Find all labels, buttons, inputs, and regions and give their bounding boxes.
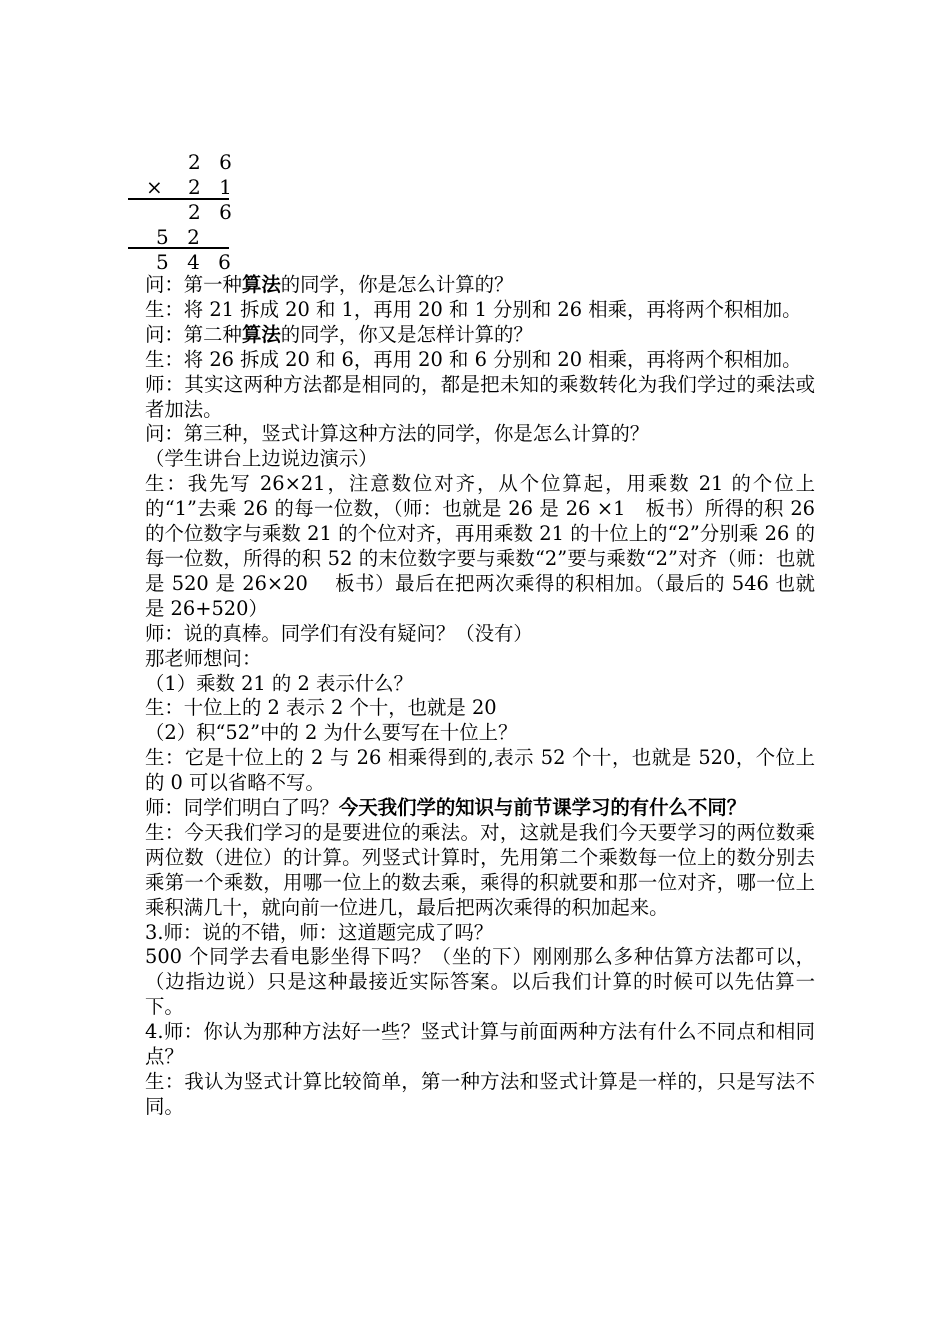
bold-span: 算法 bbox=[241, 273, 281, 296]
paragraph: 4.师：你认为那种方法好一些？竖式计算与前面两种方法有什么不同点和相同点？ bbox=[145, 1020, 815, 1069]
paragraph: 生：十位上的 2 表示 2 个十，也就是 20 bbox=[145, 696, 497, 720]
final-product: 5 4 6 bbox=[156, 250, 237, 274]
times-sign: × bbox=[146, 175, 169, 199]
paragraph: 生：将 21 拆成 20 和 1，再用 20 和 1 分别和 26 相乘，再将两个积相加。 bbox=[145, 297, 802, 321]
multiplier: 2 1 bbox=[188, 175, 238, 199]
paragraph: 生：今天我们学习的是要进位的乘法。对，这就是我们今天要学习的两位数乘两位数（进位）的计算。列竖式计算时，先用第二个乘数每一位上的数分别去乘第一个乘数，用哪一位上的数去乘，乘得的积就要和那一位对齐，哪一位上乘积满几十，就向前一位进几，最后把两次乘得的积加起来。 bbox=[145, 820, 815, 919]
text-span: 问：第一种 bbox=[145, 273, 242, 296]
paragraph bbox=[145, 273, 815, 298]
paragraph: 生：将 26 拆成 20 和 6，再用 20 和 6 分别和 20 相乘，再将两个积相加。 bbox=[145, 347, 802, 371]
text-span: 的同学，你又是怎样计算的？ bbox=[280, 322, 533, 346]
lesson-text bbox=[145, 273, 815, 1120]
paragraph: 生：我先写 26×21，注意数位对齐，从个位算起，用乘数 21 的个位上的“1”去乘 26 的每一位数，（师：也就是 26 是 26 ×1 板书）所得的积 26 的个位数字与乘数 21 的个位对齐，再用乘数 21 的十位上的“2”分别乘 26 的每一位数，所得的积 52 的末位数字要与乘数“2”要与乘数“2”对齐（师：也就是 520 是 26×20 板书）最后在把两次乘得的积相加。（最后的 546 也就是 26+520） bbox=[145, 472, 815, 620]
paragraph: 问：第三种，竖式计算这种方法的同学，你是怎么计算的？ bbox=[145, 422, 650, 446]
paragraph: （学生讲台上边说边演示） bbox=[145, 447, 378, 471]
rule-line bbox=[128, 247, 229, 249]
paragraph: 那老师想问： bbox=[145, 646, 262, 670]
partial-product-1: 2 6 bbox=[188, 200, 238, 224]
paragraph: 3.师：说的不错，师：这道题完成了吗？ bbox=[145, 920, 494, 944]
paragraph: （2）积“52”中的 2 为什么要写在十位上？ bbox=[145, 721, 518, 745]
paragraph: 师：其实这两种方法都是相同的，都是把未知的乘数转化为我们学过的乘法或者加法。 bbox=[145, 372, 815, 421]
partial-product-2: 5 2 bbox=[156, 225, 206, 249]
text-span: 师：同学们明白了吗？ bbox=[145, 796, 339, 820]
text-span: 的同学，你是怎么计算的？ bbox=[280, 273, 514, 296]
text-span: 问：第二种 bbox=[145, 322, 242, 346]
paragraph: （1）乘数 21 的 2 表示什么？ bbox=[145, 671, 413, 695]
paragraph bbox=[145, 796, 815, 821]
paragraph: 生：我认为竖式计算比较简单，第一种方法和竖式计算是一样的，只是写法不同。 bbox=[145, 1070, 815, 1118]
multiplicand: 2 6 bbox=[188, 150, 238, 174]
paragraph: 500 个同学去看电影坐得下吗？（坐的下）刚刚那么多种估算方法都可以，（边指边说）只是这种最接近实际答案。以后我们计算的时候可以先估算一下。 bbox=[145, 945, 815, 1019]
paragraph: 师：说的真棒。同学们有没有疑问？（没有） bbox=[145, 621, 533, 645]
bold-span: 算法 bbox=[241, 322, 281, 346]
paragraph: 生：它是十位上的 2 与 26 相乘得到的,表示 52 个十，也就是 520，个位上的 0 可以省略不写。 bbox=[145, 746, 815, 795]
bold-span: 今天我们学的知识与前节课学习的有什么不同？ bbox=[338, 796, 747, 820]
paragraph bbox=[145, 323, 815, 348]
